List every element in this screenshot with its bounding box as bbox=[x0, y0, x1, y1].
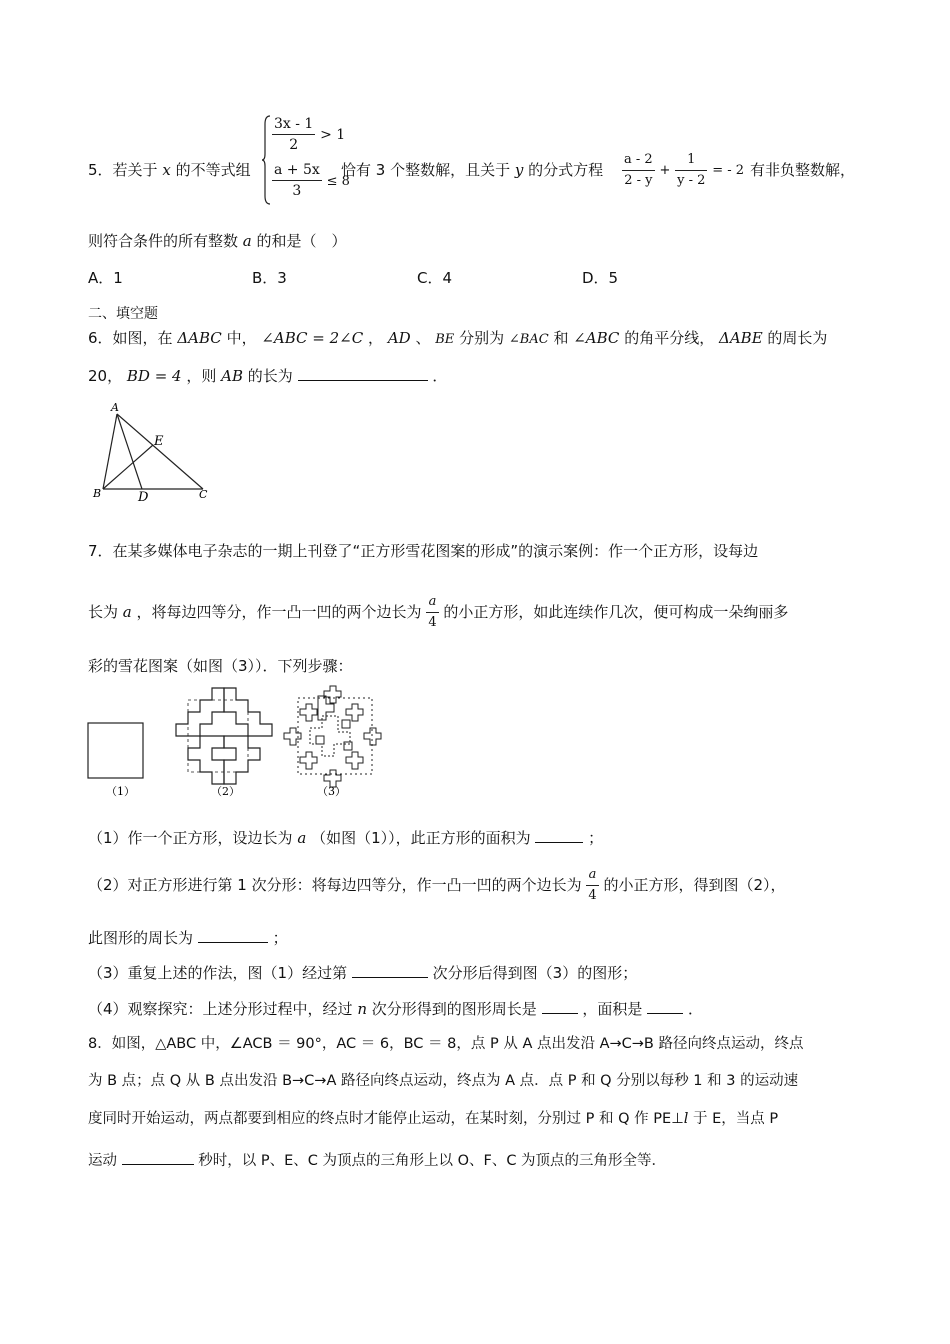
q7-s2-fraction-numerator: a bbox=[586, 865, 598, 886]
q5-eq-frac2-denominator: y - 2 bbox=[677, 173, 706, 188]
q6-line2-c: 的长为 bbox=[247, 367, 293, 385]
fig3-fractal bbox=[284, 686, 381, 787]
q7-s1-b: （如图（1）），此正方形的面积为 bbox=[311, 829, 531, 847]
q7-fraction bbox=[426, 592, 438, 633]
q7-step3 bbox=[88, 960, 637, 986]
q6-angle-abc: ∠ABC bbox=[573, 329, 620, 347]
q5-a-variable: a bbox=[242, 232, 252, 250]
q5-line2 bbox=[88, 229, 347, 253]
q5-text-d: 有非负整数解， bbox=[750, 161, 856, 179]
q7-s2-fraction bbox=[586, 865, 598, 906]
q6-line2 bbox=[88, 363, 447, 389]
q5-option-d[interactable]: D．5 bbox=[582, 269, 619, 287]
q5-eq-fraction-1 bbox=[622, 150, 655, 191]
q5-ineq2-fraction bbox=[272, 160, 322, 201]
q6-angle-bac: ∠BAC bbox=[508, 332, 549, 347]
q8-line4-b: 秒时，以 P、E、C 为顶点的三角形上以 O、F、C 为顶点的三角形全等． bbox=[198, 1153, 667, 1169]
q6-answer-blank[interactable] bbox=[298, 380, 428, 381]
q7-step2-line2 bbox=[88, 925, 288, 951]
q7-s3-count-blank[interactable] bbox=[352, 977, 428, 978]
q5-ineq1-rhs: > 1 bbox=[320, 127, 346, 143]
q7-s2-perimeter-blank[interactable] bbox=[198, 942, 268, 943]
q7-s3-b: 次分形后得到图（3）的图形； bbox=[432, 964, 638, 982]
q7-fraction-numerator: a bbox=[426, 592, 438, 613]
q6-segment-ab: AB bbox=[221, 367, 244, 385]
q6-line2-a: 20， bbox=[88, 367, 123, 385]
q5-line1 bbox=[88, 155, 251, 185]
q6-segment-ad: AD bbox=[387, 329, 411, 347]
left-brace-icon bbox=[262, 114, 272, 206]
q8-line4-a: 运动 bbox=[88, 1153, 117, 1169]
q7-s4-end: ． bbox=[687, 1000, 703, 1018]
q7-s4-b: 次分形得到的图形周长是 bbox=[371, 1000, 537, 1018]
q5-number: 5．若关于 bbox=[88, 161, 158, 179]
q5-fraction-equation bbox=[622, 150, 744, 194]
q7-line3: 彩的雪花图案（如图（3））．下列步骤： bbox=[88, 657, 353, 675]
q5-line1-end bbox=[750, 155, 855, 185]
q5-option-b[interactable]: B．3 bbox=[252, 269, 287, 287]
q5-ineq1-numerator: 3x - 1 bbox=[272, 114, 315, 135]
q5-ineq1-fraction bbox=[272, 114, 315, 155]
q6-line2-end: ． bbox=[432, 367, 448, 385]
label-a: A bbox=[111, 401, 119, 414]
q5-eq-frac1-numerator: a - 2 bbox=[622, 150, 655, 171]
q6-text-b: 中， bbox=[226, 329, 257, 347]
q7-s1-a-variable: a bbox=[297, 829, 307, 847]
q7-s3-a: （3）重复上述的作法，图（1）经过第 bbox=[88, 964, 348, 982]
fig1-caption: （1） bbox=[106, 785, 135, 798]
fig3-caption: （3） bbox=[317, 785, 346, 798]
q7-s1-area-blank[interactable] bbox=[535, 842, 583, 843]
q7-line2-b: ，将每边四等分，作一凸一凹的两个边长为 bbox=[136, 603, 422, 621]
q8-line-l: l bbox=[683, 1111, 689, 1127]
q7-s4-a: （4）观察探究：上述分形过程中，经过 bbox=[88, 1000, 353, 1018]
q6-and: 和 bbox=[553, 329, 569, 347]
q8-line4 bbox=[88, 1148, 666, 1174]
q7-line2 bbox=[88, 590, 788, 634]
q8-line1: 8．如图，△ABC 中，∠ACB ＝ 90°，AC ＝ 6，BC ＝ 8，点 P 从 A 点出发沿 A→C→B 路径向终点运动，终点 bbox=[88, 1036, 804, 1052]
q6-text-d: 分别为 bbox=[459, 329, 505, 347]
q6-separator: 、 bbox=[415, 329, 431, 347]
q7-line1: 7．在某多媒体电子杂志的一期上刊登了“正方形雪花图案的形成”的演示案例：作一个正方形，设每边 bbox=[88, 542, 759, 560]
q6-angle-relation: ∠ABC = 2∠C bbox=[261, 329, 364, 347]
fig2-caption: （2） bbox=[211, 785, 240, 798]
q6-bd-value: BD = 4 bbox=[126, 367, 182, 385]
label-c: C bbox=[199, 488, 208, 501]
q5-ineq2-rhs: ≤ 8 bbox=[326, 174, 350, 189]
q5-y-variable: y bbox=[514, 161, 524, 179]
q7-line2-c: 的小正方形，如此连续作几次，便可构成一朵绚丽多 bbox=[443, 603, 789, 621]
q6-line1 bbox=[88, 325, 827, 353]
q6-triangle-figure bbox=[90, 400, 220, 504]
q5-eq-frac1-denominator: 2 - y bbox=[624, 173, 653, 188]
q5-line2-end: 的和是（ ） bbox=[256, 232, 347, 250]
q5-eq-frac2-numerator: 1 bbox=[675, 150, 707, 171]
q5-eq-plus: + bbox=[659, 163, 671, 178]
q7-s4-perimeter-blank[interactable] bbox=[542, 1013, 578, 1014]
q6-triangle-abe: ΔABE bbox=[719, 329, 763, 347]
q7-fraction-denominator: 4 bbox=[428, 615, 437, 630]
q6-text-c: ， bbox=[368, 329, 384, 347]
q6-triangle-abc: ΔABC bbox=[177, 329, 222, 347]
q6-text-e: 的角平分线， bbox=[624, 329, 715, 347]
q8-line3-b: 于 E，当点 P bbox=[688, 1111, 779, 1127]
q5-eq-fraction-2 bbox=[675, 150, 707, 191]
q8-line3-a: 度同时开始运动，两点都要到相应的终点时才能停止运动，在某时刻，分别过 P 和 Q 作 PE⊥ bbox=[88, 1111, 684, 1127]
fig2-fractal bbox=[176, 688, 272, 784]
q7-s2-a: （2）对正方形进行第 1 次分形：将每边四等分，作一凸一凹的两个边长为 bbox=[88, 876, 582, 894]
fig1-square bbox=[88, 723, 143, 778]
q5-ineq2-denominator: 3 bbox=[292, 183, 302, 199]
q6-line2-b: ，则 bbox=[186, 367, 217, 385]
q7-s4-n-variable: n bbox=[357, 1000, 367, 1018]
q7-a-variable: a bbox=[122, 603, 132, 621]
label-e: E bbox=[154, 434, 164, 449]
label-b: B bbox=[93, 487, 102, 500]
q5-text-b: 恰有 3 个整数解，且关于 bbox=[341, 161, 511, 179]
q5-ineq1-denominator: 2 bbox=[289, 137, 299, 153]
q7-s2-line2: 此图形的周长为 bbox=[88, 929, 194, 947]
q7-s1-end: ； bbox=[588, 829, 604, 847]
q5-x-variable: x bbox=[162, 161, 171, 179]
q5-text-c: 的分式方程 bbox=[528, 161, 604, 179]
q7-s2-b: 的小正方形，得到图（2）， bbox=[603, 876, 786, 894]
q5-line1-mid bbox=[341, 155, 603, 185]
q5-ineq2-numerator: a + 5x bbox=[272, 160, 322, 181]
q7-s2-fraction-denominator: 4 bbox=[588, 888, 597, 903]
q7-step1 bbox=[88, 825, 603, 851]
q6-segment-be: BE bbox=[435, 332, 455, 347]
q7-step4 bbox=[88, 996, 703, 1022]
q7-step2 bbox=[88, 863, 786, 907]
q6-text-f: 的周长为 bbox=[767, 329, 828, 347]
q7-s4-c: ，面积是 bbox=[582, 1000, 643, 1018]
q5-text-a: 的不等式组 bbox=[175, 161, 251, 179]
q7-line2-a: 长为 bbox=[88, 603, 119, 621]
q7-s1-a: （1）作一个正方形，设边长为 bbox=[88, 829, 293, 847]
q8-time-blank[interactable] bbox=[122, 1164, 194, 1165]
q5-option-a[interactable]: A．1 bbox=[88, 269, 123, 287]
q5-line2-text: 则符合条件的所有整数 bbox=[88, 232, 239, 250]
q5-eq-rhs: = - 2 bbox=[712, 163, 745, 178]
section-title: 二、填空题 bbox=[88, 306, 158, 322]
q8-line3 bbox=[88, 1106, 778, 1132]
label-d: D bbox=[138, 490, 149, 504]
q7-s4-area-blank[interactable] bbox=[647, 1013, 683, 1014]
q5-option-c[interactable]: C．4 bbox=[417, 269, 453, 287]
q8-line2: 为 B 点；点 Q 从 B 点出发沿 B→C→A 路径向终点运动，终点为 A 点．点 P 和 Q 分别以每秒 1 和 3 的运动速 bbox=[88, 1073, 799, 1089]
q7-s2-end: ； bbox=[272, 929, 288, 947]
q6-text-a: 6．如图，在 bbox=[88, 329, 173, 347]
q5-inequality-system bbox=[262, 114, 352, 206]
q7-fractal-figures bbox=[80, 680, 400, 805]
